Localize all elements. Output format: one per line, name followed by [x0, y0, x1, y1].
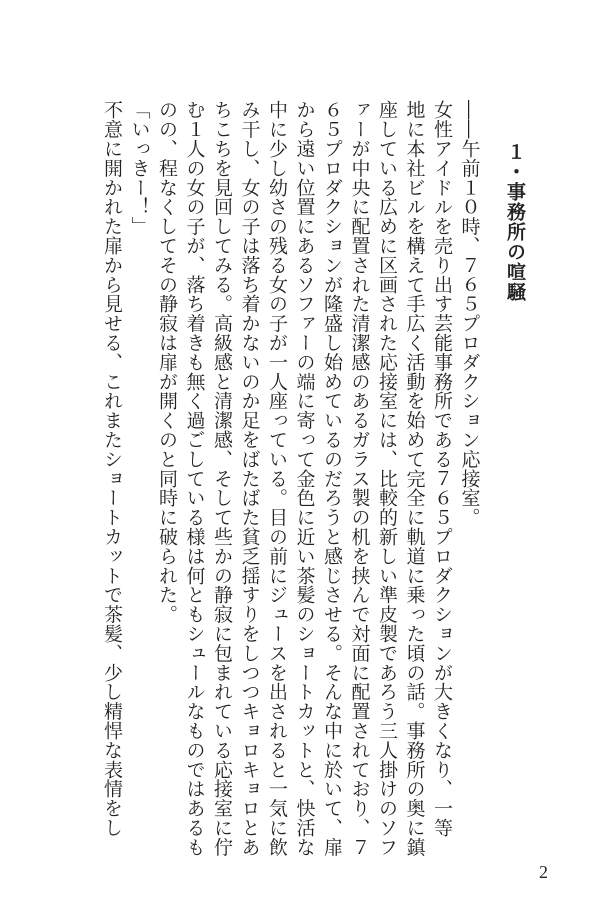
text-line: み干し、女の子は落ち着かないのか足をばたばた貧乏揺すりをしつつキョロキョロとあ — [238, 100, 261, 857]
vertical-text-block — [98, 100, 529, 860]
text-line: から遠い位置にあるソファーの端に寄って金色に近い茶髪のショートカットと、快活な — [293, 100, 316, 857]
text-line: む１人の女の子が、落ち着きも無く過ごしている様は何ともシュールなものではあるも — [183, 100, 206, 857]
text-line: のの、程なくしてその静寂は扉が開くのと同時に破られた。 — [156, 100, 178, 624]
text-line: 中に少し幼さの残る女の子が一人座っている。目の前にジュースを出されると一気に飲 — [266, 100, 288, 857]
text-line: ァーが中央に配置された清潔感のあるガラス製の机を挟んで対面に配置されており、７ — [348, 100, 371, 857]
text-line: 女性アイドルを売り出す芸能事務所である７６５プロダクションが大きくなり、一等 — [431, 100, 453, 838]
text-line: ちこちを見回してみる。高級感と清潔感、そして些かの静寂に包まれている応接室に佇 — [211, 100, 233, 857]
text-line: ６５プロダクションが隆盛し始めているのだろうと感じさせる。そんな中に於いて、扉 — [321, 100, 343, 857]
text-line: 「いっきー！」 — [128, 100, 151, 236]
text-line: ――午前１０時、７６５プロダクション応接室。 — [458, 100, 481, 527]
text-line: 座している広めに区画された応接室には、比較的新しい準皮製であろう三人掛けのソフ — [376, 100, 398, 857]
page-number: 2 — [539, 862, 548, 882]
text-line: 地に本社ビルを構えて手広く活動を始めて完全に軌道に乗った頃の話。事務所の奥に鎮 — [403, 100, 426, 857]
text-line: 不意に開かれた扉から見せる、これまたショートカットで茶髪、少し精悍な表情をし — [101, 100, 123, 838]
chapter-title: １・事務所の喧騒 — [504, 142, 526, 302]
